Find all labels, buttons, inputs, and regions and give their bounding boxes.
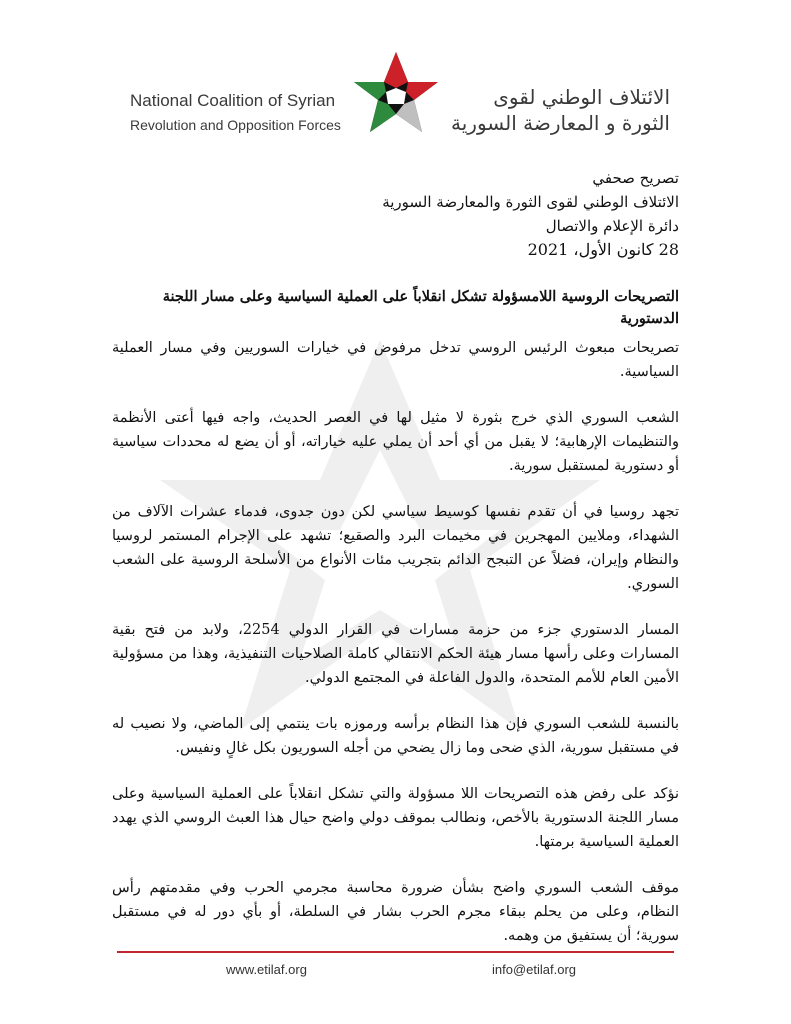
body-paragraph: تجهد روسيا في أن تقدم نفسها كوسيط سياسي لكن دون جدوى، فدماء عشرات الآلاف من الشهداء، وملايين المهجرين في مخيمات البرد والصقيع؛ تشهد على الإجرام المستمر لروسيا والنظام وإيران، فضلاً عن التبجح الدائم بتجريب مئات الأنواع من الأسلحة الروسية على الشعب السوري. xyxy=(112,504,679,592)
email-link[interactable]: info@etilaf.org xyxy=(492,962,577,977)
coalition-star-logo-icon xyxy=(350,48,442,140)
release-date: 28 كانون الأول، 2021 xyxy=(527,240,679,259)
footer-divider xyxy=(117,951,674,953)
body-paragraph: بالنسبة للشعب السوري فإن هذا النظام برأسه ورموزه بات ينتمي إلى الماضي، ولا نصيب له في مستقبل سورية، الذي ضحى وما زال يضحي من أجله السوريون بكل غالٍ ونفيس. xyxy=(112,716,679,756)
org-name-ar-line2: الثورة و المعارضة السورية xyxy=(451,111,670,135)
issuing-org: الائتلاف الوطني لقوى الثورة والمعارضة السورية xyxy=(382,193,679,211)
body-paragraph: تصريحات مبعوث الرئيس الروسي تدخل مرفوض في خيارات السوريين وفي مسار العملية السياسية. xyxy=(112,340,679,380)
release-meta xyxy=(179,166,679,262)
org-name-en-line2: Revolution and Opposition Forces xyxy=(130,117,341,133)
org-name-en-line1: National Coalition of Syrian xyxy=(130,91,336,110)
body-paragraph: المسار الدستوري جزء من حزمة مسارات في القرار الدولي 2254، ولابد من فتح بقية المسارات وعلى رأسها مسار هيئة الحكم الانتقالي كاملة الصلاحيات التنفيذية، وهذا من مسؤولية الأمين العام للأمم المتحدة، والدول الفاعلة في المجتمع الدولي. xyxy=(112,622,679,686)
body-paragraph: نؤكد على رفض هذه التصريحات اللا مسؤولة والتي تشكل انقلاباً على العملية السياسية وعلى مسار اللجنة الدستورية بالأخص، ونطالب بموقف دولي واضح حيال هذا العبث الروسي الذي يهدد العملية السياسية برمتها. xyxy=(112,786,679,850)
doc-type: تصريح صحفي xyxy=(592,169,679,187)
website-link[interactable]: www.etilaf.org xyxy=(226,962,307,977)
org-name-english xyxy=(130,90,350,136)
org-name-arabic xyxy=(445,84,670,136)
body-paragraph: موقف الشعب السوري واضح بشأن ضرورة محاسبة مجرمي الحرب وفي مقدمتهم رأس النظام، وعلى من يحلم ببقاء مجرم الحرب بشار في السلطة، أو بأي دور له في مستقبل سورية؛ أن يستفيق من وهمه. xyxy=(112,880,679,944)
release-body xyxy=(112,336,679,970)
department: دائرة الإعلام والاتصال xyxy=(545,217,679,235)
org-name-ar-line1: الائتلاف الوطني لقوى xyxy=(493,85,670,109)
body-paragraph: الشعب السوري الذي خرج بثورة لا مثيل لها في العصر الحديث، واجه فيها أعتى الأنظمة والتنظيمات الإرهابية؛ لا يقبل من أي أحد أن يملي عليه خياراته، أو أن يضع له محددات سياسية أو دستورية لمستقبل سورية. xyxy=(112,410,679,474)
release-title: التصريحات الروسية اللامسؤولة تشكل انقلاباً على العملية السياسية وعلى مسار اللجنة الدستورية xyxy=(162,288,679,327)
